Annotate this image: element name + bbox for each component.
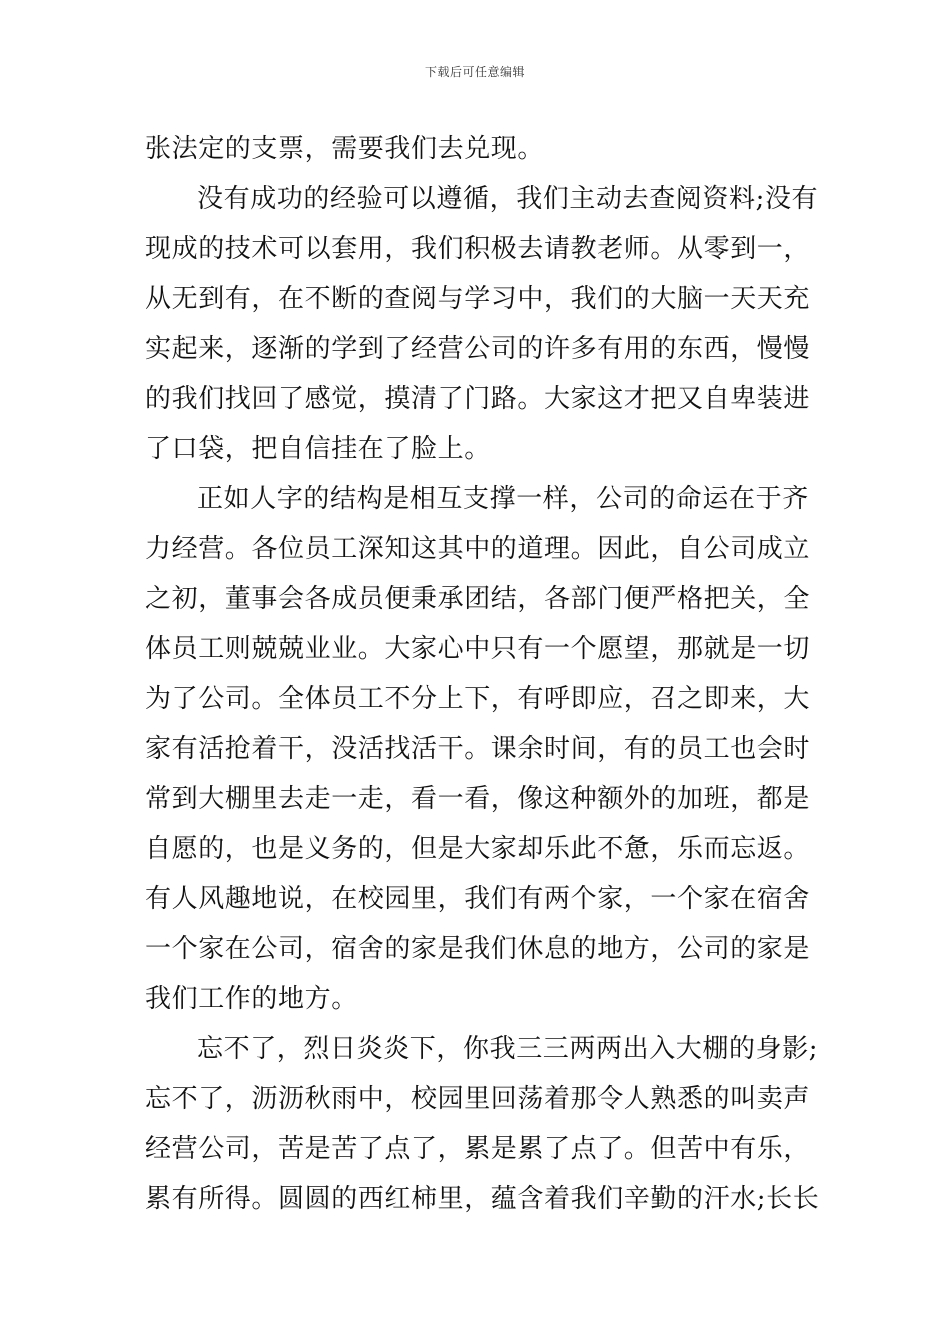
text-line: 为了公司。全体员工不分上下，有呼即应，召之即来，大 [145,684,811,714]
text-line: 实起来，逐渐的学到了经营公司的许多有用的东西，慢慢 [145,334,811,364]
text-line: 经营公司，苦是苦了点了，累是累了点了。但苦中有乐， [145,1134,811,1164]
text-line: 家有活抢着干，没活找活干。课余时间，有的员工也会时 [145,734,811,764]
text-line: 现成的技术可以套用，我们积极去请教老师。从零到一， [145,234,811,264]
text-line: 之初，董事会各成员便秉承团结，各部门便严格把关，全 [145,584,811,614]
page-header: 下载后可任意编辑 [424,65,525,79]
text-line: 常到大棚里去走一走，看一看，像这种额外的加班，都是 [145,784,811,814]
text-line: 的我们找回了感觉，摸清了门路。大家这才把又自卑装进 [145,384,811,414]
text-line: 我们工作的地方。 [145,984,358,1014]
text-line: 累有所得。圆圆的西红柿里，蕴含着我们辛勤的汗水;长长 [145,1184,820,1214]
text-line: 体员工则兢兢业业。大家心中只有一个愿望，那就是一切 [145,634,811,664]
text-line: 有人风趣地说，在校园里，我们有两个家，一个家在宿舍 [145,884,811,914]
paragraph-start-line: 没有成功的经验可以遵循，我们主动去查阅资料;没有 [197,184,819,214]
text-line: 力经营。各位员工深知这其中的道理。因此，自公司成立 [145,534,811,564]
text-line: 忘不了，沥沥秋雨中，校园里回荡着那令人熟悉的叫卖声 [145,1084,811,1114]
text-line: 了口袋，把自信挂在了脸上。 [145,434,491,464]
paragraph-start-line: 正如人字的结构是相互支撑一样，公司的命运在于齐 [197,484,809,514]
text-line: 一个家在公司，宿舍的家是我们休息的地方，公司的家是 [145,934,811,964]
text-line: 从无到有，在不断的查阅与学习中，我们的大脑一天天充 [145,284,811,314]
text-line: 张法定的支票，需要我们去兑现。 [145,134,545,164]
document-body [145,124,820,1224]
text-line: 自愿的，也是义务的，但是大家却乐此不惫，乐而忘返。 [145,834,811,864]
paragraph-start-line: 忘不了，烈日炎炎下，你我三三两两出入大棚的身影; [197,1034,819,1064]
